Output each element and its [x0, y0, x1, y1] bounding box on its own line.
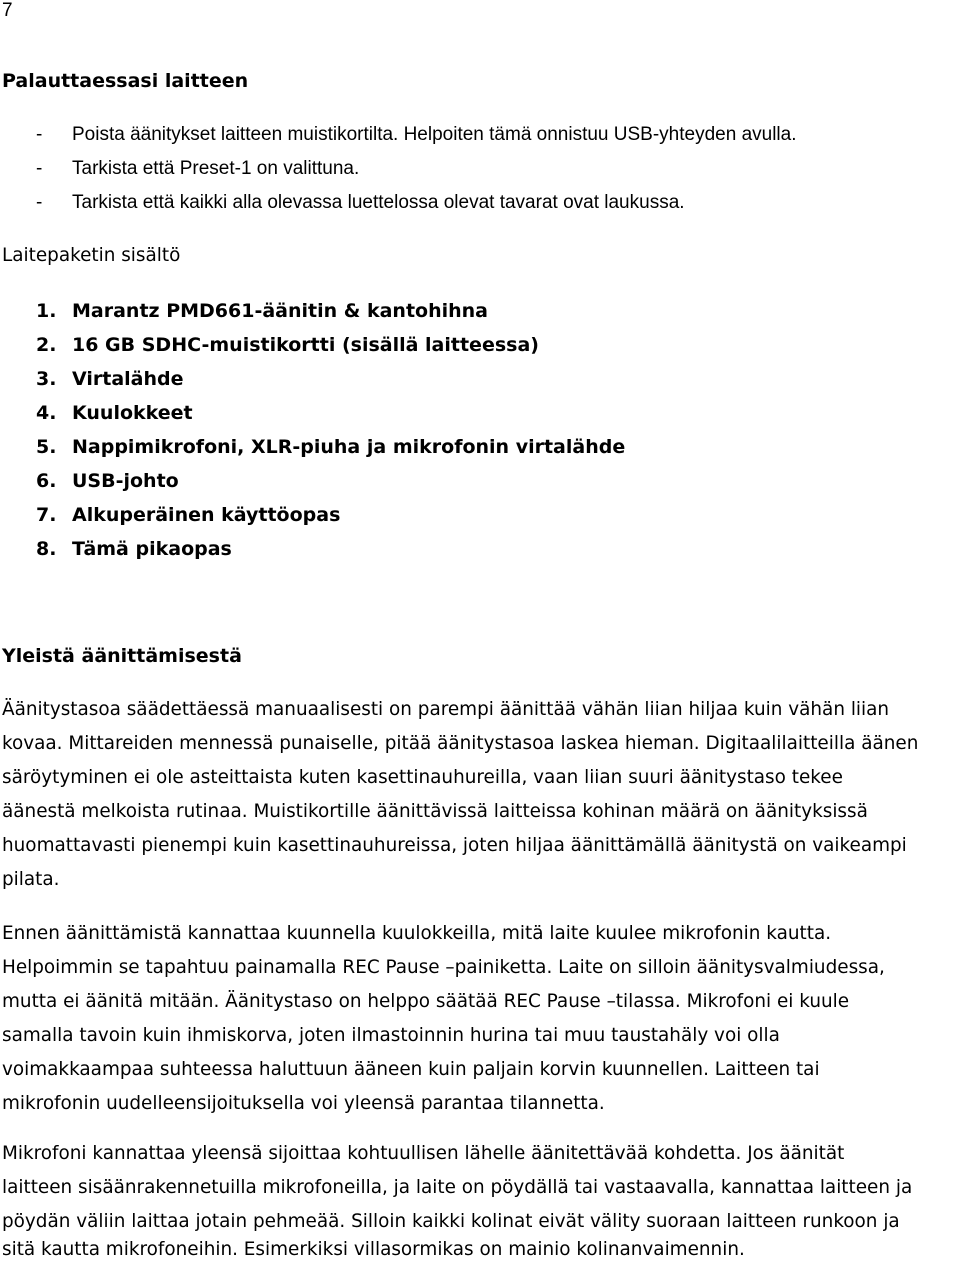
contents-item [36, 504, 340, 526]
contents-item [36, 402, 193, 424]
return-item [36, 192, 685, 214]
paragraph-line: Helpoimmin se tapahtuu painamalla REC Pause –painiketta. Laite on silloin äänitysvalmiudessa, [2, 957, 885, 978]
item-text: Tarkista että kaikki alla olevassa luettelossa olevat tavarat ovat laukussa. [72, 192, 685, 213]
item-number: 8. [36, 538, 57, 560]
paragraph-line: Ennen äänittämistä kannattaa kuunnella kuulokkeilla, mitä laite kuulee mikrofonin kautta. [2, 923, 832, 944]
item-text: Nappimikrofoni, XLR-piuha ja mikrofonin virtalähde [72, 436, 626, 458]
paragraph-line: huomattavasti pienempi kuin kasettinauhureissa, joten hiljaa äänittämällä äänitystä on vaikeampi [2, 835, 907, 856]
item-text: 16 GB SDHC-muistikortti (sisällä laitteessa) [72, 334, 539, 356]
paragraph-line: sitä kautta mikrofoneihin. Esimerkiksi villasormikas on mainio kolinanvaimennin. [2, 1239, 745, 1260]
contents-item [36, 538, 232, 560]
paragraph-line: pöydän väliin laittaa jotain pehmeää. Silloin kaikki kolinat eivät välity suoraan laitteen runkoon ja [2, 1211, 900, 1232]
item-number: 6. [36, 470, 57, 492]
paragraph-line: pilata. [2, 869, 60, 890]
paragraph-line: mutta ei äänitä mitään. Äänitystaso on helppo säätää REC Pause –tilassa. Mikrofoni ei kuule [2, 991, 850, 1012]
contents-item [36, 436, 625, 458]
contents-item [36, 368, 184, 390]
return-heading: Palauttaessasi laitteen [2, 70, 249, 92]
item-number: 4. [36, 402, 57, 424]
item-text: Tarkista että Preset-1 on valittuna. [72, 158, 360, 179]
item-text: Marantz PMD661-äänitin & kantohihna [72, 300, 488, 322]
contents-heading: Laitepaketin sisältö [2, 245, 181, 266]
recording-heading: Yleistä äänittämisestä [2, 645, 242, 667]
paragraph-line: laitteen sisäänrakennetuilla mikrofoneilla, ja laite on pöydällä tai vastaavalla, kannattaa laitteen ja [2, 1177, 913, 1198]
item-text: Poista äänitykset laitteen muistikortilta. Helpoiten tämä onnistuu USB-yhteyden avulla. [72, 124, 797, 145]
return-item [36, 158, 359, 180]
contents-item [36, 470, 179, 492]
item-text: Alkuperäinen käyttöopas [72, 504, 341, 526]
paragraph-line: Mikrofoni kannattaa yleensä sijoittaa kohtuullisen lähelle äänitettävää kohdetta. Jos äänität [2, 1143, 845, 1164]
item-number: 7. [36, 504, 57, 526]
page-number: 7 [2, 0, 13, 21]
item-number: 5. [36, 436, 57, 458]
item-marker: - [36, 158, 43, 179]
item-text: USB-johto [72, 470, 179, 492]
item-marker: - [36, 124, 43, 145]
paragraph-line: kovaa. Mittareiden mennessä punaiselle, pitää äänitystasoa laskea hieman. Digitaalilaitteilla äänen [2, 733, 919, 754]
return-item [36, 124, 797, 146]
paragraph-line: säröytyminen ei ole asteittaista kuten kasettinauhureilla, vaan liian suuri äänitystaso tekee [2, 767, 843, 788]
paragraph-line: samalla tavoin kuin ihmiskorva, joten ilmastoinnin hurina tai muu taustahäly voi olla [2, 1025, 780, 1046]
paragraph-line: voimakkaampaa suhteessa haluttuun ääneen kuin paljain korvin kuunnellen. Laitteen tai [2, 1059, 820, 1080]
contents-item [36, 334, 539, 356]
paragraph-line: mikrofonin uudelleensijoituksella voi yleensä parantaa tilannetta. [2, 1093, 605, 1114]
item-marker: - [36, 192, 43, 213]
paragraph-line: äänestä melkoista rutinaa. Muistikortille äänittävissä laitteissa kohinan määrä on äänityksissä [2, 801, 868, 822]
paragraph-line: Äänitystasoa säädettäessä manuaalisesti on parempi äänittää vähän liian hiljaa kuin vähän liian [2, 699, 890, 720]
item-text: Tämä pikaopas [72, 538, 232, 560]
item-text: Kuulokkeet [72, 402, 193, 424]
contents-item [36, 300, 488, 322]
item-number: 2. [36, 334, 57, 356]
item-number: 3. [36, 368, 57, 390]
item-number: 1. [36, 300, 57, 322]
item-text: Virtalähde [72, 368, 184, 390]
